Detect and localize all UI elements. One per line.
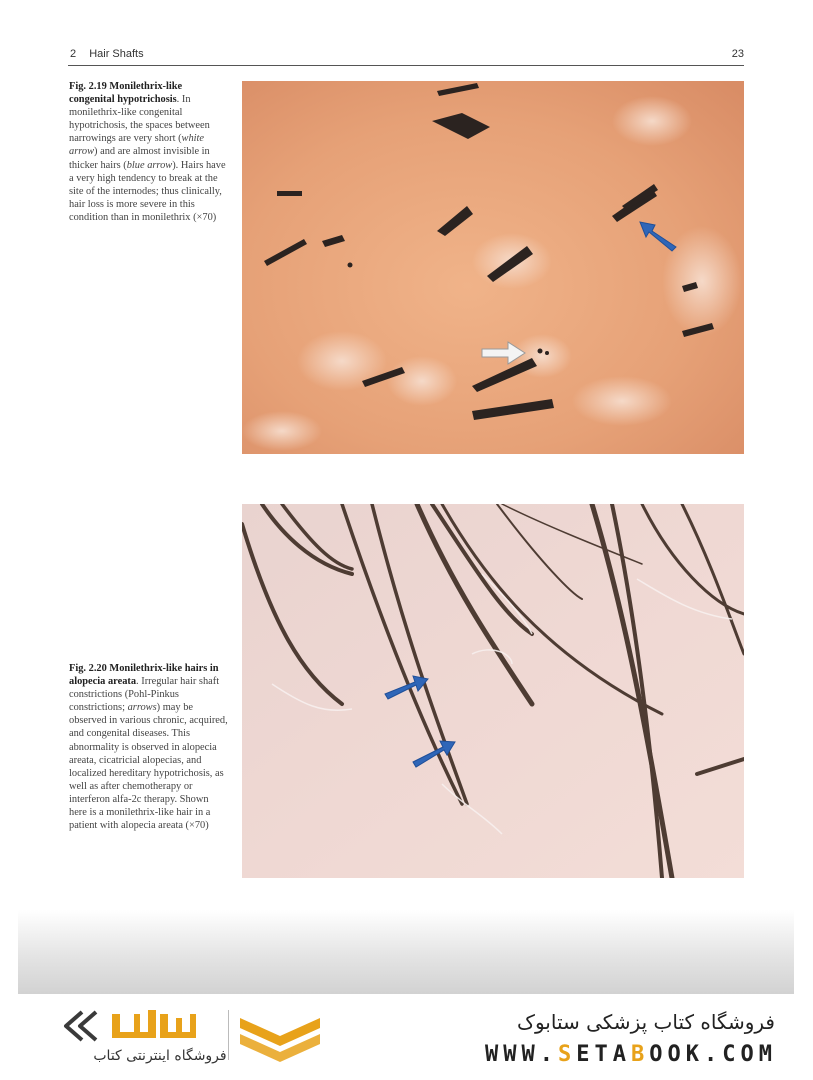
figure-image-2-20 (242, 504, 744, 878)
figure-caption-2-20 (69, 662, 229, 832)
url-part: WWW. (485, 1042, 559, 1067)
caption-text: . In monilethrix-like congenital hypotrichosis, the spaces between narrowings are very short ( (69, 94, 210, 145)
page-number: 23 (731, 48, 744, 60)
page-fade (18, 910, 794, 994)
caption-emphasis: blue arrow (126, 159, 173, 171)
figure-image-2-19 (242, 81, 744, 454)
url-highlight: S (558, 1042, 577, 1067)
dermoscopy-image (242, 81, 744, 454)
figure-title: Monilethrix-like hairs in alopecia areata (69, 663, 219, 688)
footer-banner (0, 994, 813, 1080)
logo-divider (228, 1010, 229, 1060)
caption-text: ) and are almost invisible in thicker hairs ( (69, 146, 210, 171)
url-highlight: B (631, 1042, 650, 1067)
figure-label: Fig. 2.19 (69, 81, 107, 92)
caption-emphasis: white arrow (69, 133, 205, 158)
store-name: فروشگاه کتاب پزشکی ستابوک (517, 1010, 775, 1034)
caption-text: ). Hairs have a very high tendency to break at the site of the internodes; thus clinically, hair loss is more severe in this condition than in monilethrix (×70) (69, 159, 226, 223)
figure-title: Monilethrix-like congenital hypotrichosis (69, 81, 183, 106)
brand-wordmark-icon (52, 1006, 227, 1046)
dermoscopy-image (242, 504, 744, 878)
figure-label: Fig. 2.20 (69, 663, 107, 674)
chapter-title: Hair Shafts (89, 48, 144, 60)
url-part: OOK.COM (649, 1042, 777, 1067)
chapter-heading (70, 48, 144, 60)
url-part: ETA (576, 1042, 632, 1067)
caption-text: ) may be observed in various chronic, acquired, and congenital diseases. This abnormality is observed in alopecia areata, cicatricial alopecias, and localized hereditary hypotrichosis, as well as after chemotherapy or interferon alfa-2c therapy. Shown here is a monilethrix-like hair in a patient with alopecia areata (×70) (69, 702, 228, 832)
caption-emphasis: arrows (127, 702, 157, 714)
header-rule (68, 65, 744, 66)
brand-tagline: فروشگاه اینترنتی کتاب (93, 1048, 227, 1064)
caption-text: . Irregular hair shaft constrictions (Pohl-Pinkus constrictions; (69, 676, 220, 714)
figure-caption-2-19 (69, 80, 229, 224)
brand-emblem-icon (240, 1010, 320, 1062)
running-header (68, 46, 744, 66)
chapter-number: 2 (70, 48, 77, 60)
store-website[interactable] (485, 1042, 777, 1067)
brand-logo[interactable] (52, 1006, 322, 1066)
